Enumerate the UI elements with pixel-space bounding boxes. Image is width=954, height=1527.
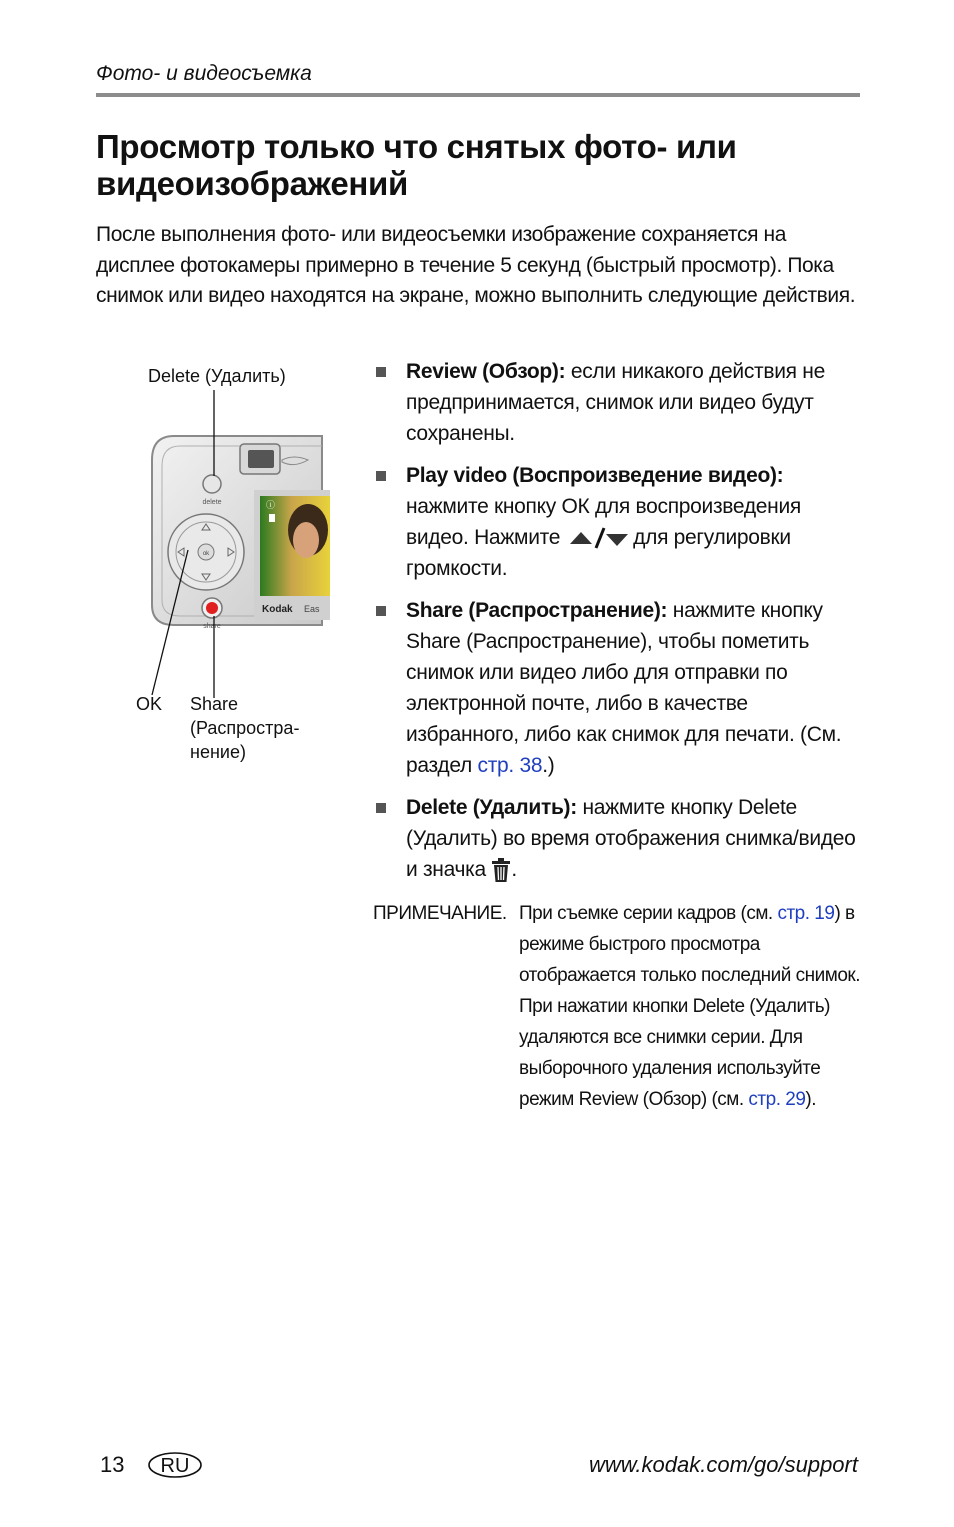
bullet-square-icon: [376, 803, 386, 813]
share-text-1: нажмите кнопку Share (Распространение), чтобы пометить снимок или видео либо для отправки по электронной почте, либо в качестве избранного, либо как снимок для печати. (См. раздел: [406, 599, 842, 777]
brand-text: Kodak: [262, 604, 293, 615]
share-page-link[interactable]: стр. 38: [477, 754, 543, 777]
page-number: 13: [100, 1452, 125, 1477]
note-text-3: ).: [805, 1089, 816, 1110]
share-callout-label-1: Share: [190, 694, 239, 714]
note-body: [519, 898, 863, 1115]
ok-callout-label: OK: [136, 694, 163, 714]
support-url: www.kodak.com/go/support: [588, 1452, 858, 1477]
note-text-2: ) в режиме быстрого просмотра отображается только последний снимок. При нажатии кнопки Delete (Удалить) удаляются все снимки серии. Для выборочного удаления используйте режим Review (Обзор) (см.: [519, 903, 860, 1110]
list-item-delete: [372, 792, 862, 885]
list-item-share: [372, 595, 862, 781]
list-item-review: [372, 356, 862, 449]
bullet-square-icon: [376, 471, 386, 481]
bullet-square-icon: [376, 606, 386, 616]
share-callout-label-2: (Распростра-: [190, 718, 300, 738]
camera-back-illustration: [130, 390, 330, 730]
share-term: Share (Распространение):: [406, 599, 668, 622]
intro-paragraph: После выполнения фото- или видеосъемки изображение сохраняется на дисплее фотокамеры примерно в течение 5 секунд (быстрый просмотр). Пока снимок или видео находятся на экране, можно выполнить следующие действия.: [96, 223, 856, 308]
bullet-square-icon: [376, 367, 386, 377]
delete-text-1: нажмите кнопку Delete (Удалить) во время отображения снимка/видео и значка: [406, 796, 856, 881]
volume-up-down-icon: [566, 526, 628, 550]
language-badge: [147, 1451, 203, 1479]
note-text-1: При съемке серии кадров (см.: [519, 903, 778, 924]
review-term: Review (Обзор):: [406, 360, 566, 383]
note-label: ПРИМЕЧАНИЕ.: [373, 903, 507, 924]
language-code: RU: [160, 1455, 190, 1477]
play-text-2: для регулировки громкости.: [406, 526, 791, 580]
note-link-page-19[interactable]: стр. 19: [777, 903, 835, 924]
share-text-2: .): [542, 754, 555, 777]
trash-icon: [491, 857, 511, 883]
list-item-play-video: [372, 460, 862, 584]
header-divider: [96, 93, 860, 97]
brand-suffix-text: Eas: [304, 604, 320, 614]
running-header: Фото- и видеосъемка: [96, 62, 312, 85]
delete-text-2: .: [511, 858, 517, 881]
delete-button: [203, 475, 221, 493]
play-text-1: нажмите кнопку ОК для воспроизведения видео. Нажмите: [406, 495, 801, 549]
ok-button-text: ok: [202, 551, 210, 557]
svg-text:ⓘ: ⓘ: [266, 500, 276, 510]
camera-diagram: [130, 362, 330, 782]
note-link-page-29[interactable]: стр. 29: [748, 1089, 806, 1110]
page-title: Просмотр только что снятых фото- или видеоизображений: [96, 128, 737, 202]
share-callout-label-3: нение): [190, 742, 246, 762]
delete-callout-label: Delete (Удалить): [148, 366, 286, 386]
delete-button-text: delete: [202, 499, 222, 506]
play-term: Play video (Воспроизведение видео):: [406, 464, 784, 487]
action-list: [372, 356, 862, 896]
delete-term: Delete (Удалить):: [406, 796, 577, 819]
share-button-text: share: [203, 623, 221, 630]
review-text: если никакого действия не предпринимается, снимок или видео будут сохранены.: [406, 360, 825, 445]
